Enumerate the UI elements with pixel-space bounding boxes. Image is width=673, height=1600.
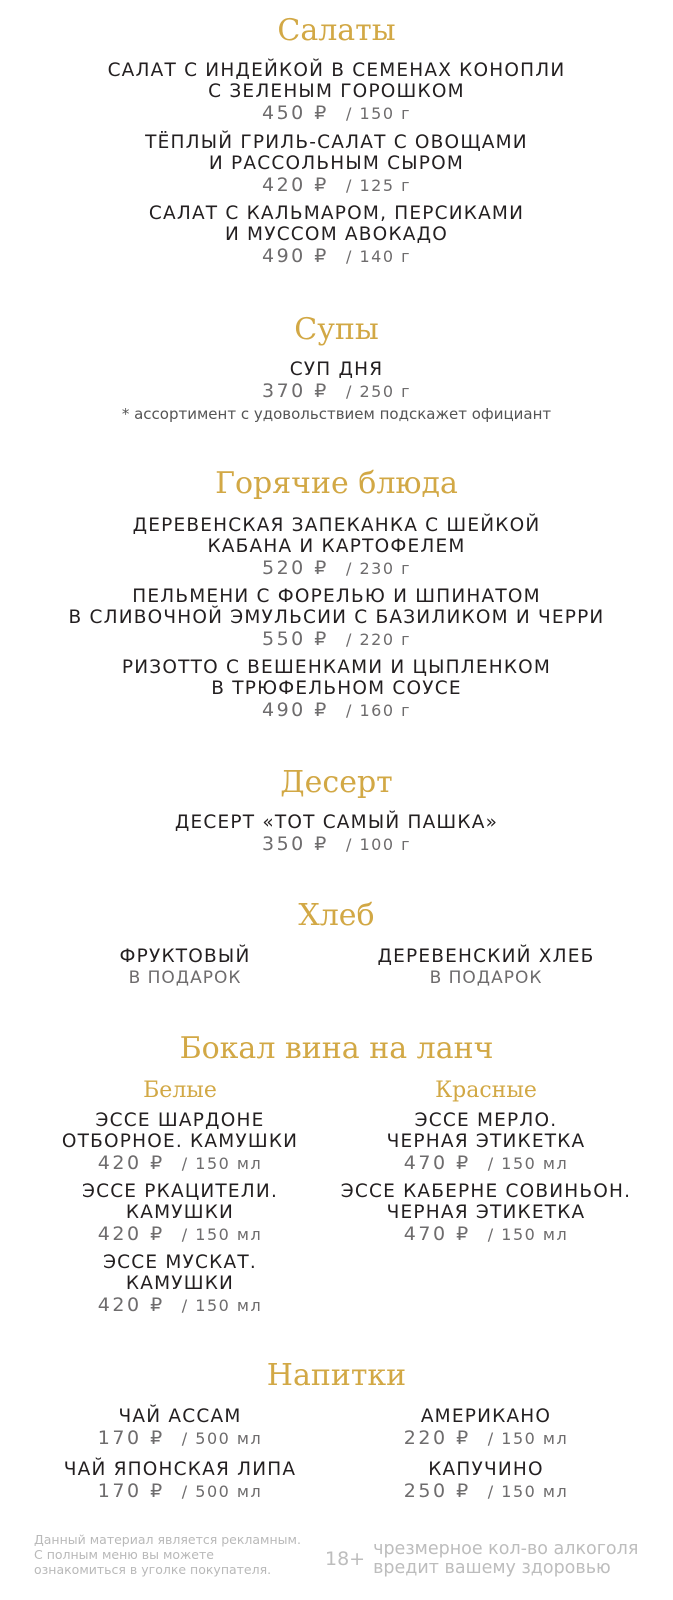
item-name-line2: ЧЕРНАЯ ЭТИКЕТКА [386,1202,586,1223]
item-price-row [0,628,673,651]
item-name-line2: И РАССОЛЬНЫМ СЫРОМ [208,153,465,174]
item-weight: / 125 г [345,176,411,195]
item-price: 450 ₽ [261,102,329,124]
bread-name: ДЕРЕВЕНСКИЙ ХЛЕБ [377,946,595,967]
item-price: 350 ₽ [261,833,329,855]
item-volume: / 150 мл [181,1154,263,1173]
item-price: 520 ₽ [261,557,329,579]
menu-item [0,515,673,580]
menu-item [0,812,673,856]
dessert-title: Десерт [280,765,393,800]
item-price: 170 ₽ [97,1480,165,1502]
menu-item [0,359,673,424]
item-weight: / 100 г [345,835,411,854]
item-weight: / 220 г [345,630,411,649]
item-price: 550 ₽ [261,628,329,650]
item-name-line1: ЭССЕ МУСКАТ. [103,1252,257,1273]
item-price: 420 ₽ [261,174,329,196]
item-name-line2: КАМУШКИ [125,1202,235,1223]
drink-item [30,1406,330,1450]
drink-item [336,1459,636,1503]
drink-item [336,1406,636,1450]
item-price-row [0,174,673,197]
item-price: 490 ₽ [261,245,329,267]
drink-name: КАПУЧИНО [428,1459,544,1480]
red-wine-title-wrap [336,1078,636,1104]
item-price-row [0,102,673,125]
item-volume: / 150 мл [487,1154,569,1173]
item-price-row [0,833,673,856]
wine-item [30,1110,330,1175]
warning-line: чрезмерное кол-во алкоголя [373,1539,639,1559]
drink-item [30,1459,330,1503]
item-weight: / 160 г [345,701,411,720]
item-price-row [336,1152,636,1175]
item-price: 470 ₽ [403,1152,471,1174]
item-price-row [336,1427,636,1450]
menu-item [0,60,673,125]
menu-item [0,586,673,651]
warning-line: вредит вашему здоровью [373,1558,611,1578]
wine-item [30,1181,330,1246]
red-wine-title: Красные [435,1078,537,1103]
advertising-disclaimer [34,1532,334,1577]
item-price: 420 ₽ [97,1294,165,1316]
item-price: 250 ₽ [403,1480,471,1502]
item-price-row [0,245,673,268]
wine-item [30,1252,330,1317]
item-price: 470 ₽ [403,1223,471,1245]
item-name-line1: ДЕСЕРТ «ТОТ САМЫЙ ПАШКА» [174,812,499,833]
menu-item [0,203,673,268]
item-name-line2: В ТРЮФЕЛЬНОМ СОУСЕ [211,678,462,699]
drinks-title: Напитки [266,1358,407,1393]
wine-item [336,1110,636,1175]
bread-item [336,946,636,989]
soup-note: * ассортимент с удовольствием подскажет официант [121,405,552,423]
drink-name: ЧАЙ ЯПОНСКАЯ ЛИПА [63,1459,297,1480]
item-name-line2: КАБАНА И КАРТОФЕЛЕМ [207,536,466,557]
item-price: 370 ₽ [261,380,329,402]
item-price-row [30,1152,330,1175]
item-name-line1: ЭССЕ МЕРЛО. [414,1110,558,1131]
menu-item [0,132,673,197]
item-name-line1: САЛАТ С ИНДЕЙКОЙ В СЕМЕНАХ КОНОПЛИ [107,60,566,81]
item-weight: / 150 г [345,104,411,123]
item-price-row [30,1294,330,1317]
drink-name: АМЕРИКАНО [420,1406,552,1427]
item-price: 490 ₽ [261,699,329,721]
item-price-row [0,380,673,403]
item-weight: / 140 г [345,247,411,266]
item-price-row [30,1480,330,1503]
item-weight: / 230 г [345,559,411,578]
item-name-line1: ТЁПЛЫЙ ГРИЛЬ-САЛАТ С ОВОЩАМИ [145,132,528,153]
item-name-line1: ЭССЕ КАБЕРНЕ СОВИНЬОН. [340,1181,632,1202]
item-volume: / 500 мл [181,1482,263,1501]
item-name-line2: С ЗЕЛЕНЫМ ГОРОШКОМ [208,81,465,102]
wine-title: Бокал вина на ланч [179,1031,494,1066]
salads-title: Салаты [277,13,396,48]
item-price: 420 ₽ [97,1223,165,1245]
item-volume: / 500 мл [181,1429,263,1448]
item-price: 220 ₽ [403,1427,471,1449]
item-price-row [0,557,673,580]
item-price: 420 ₽ [97,1152,165,1174]
bread-gift: В ПОДАРОК [429,968,543,988]
drink-name: ЧАЙ АССАМ [118,1406,242,1427]
item-name-line2: В СЛИВОЧНОЙ ЭМУЛЬСИИ С БАЗИЛИКОМ И ЧЕРРИ [68,607,605,628]
disclaimer-line: С полным меню вы можете [34,1547,214,1562]
item-name-line2: КАМУШКИ [125,1273,235,1294]
item-price-row [30,1223,330,1246]
item-weight: / 250 г [345,382,411,401]
wine-item [336,1181,636,1246]
item-price-row [336,1480,636,1503]
item-volume: / 150 мл [487,1482,569,1501]
bread-gift: В ПОДАРОК [128,968,242,988]
item-name-line1: ПЕЛЬМЕНИ С ФОРЕЛЬЮ И ШПИНАТОМ [132,586,541,607]
alcohol-warning [325,1540,638,1578]
hot-dishes-title: Горячие блюда [215,466,458,501]
item-price-row [0,699,673,722]
bread-item [30,946,340,989]
white-wine-title: Белые [143,1078,217,1103]
item-name-line1: СУП ДНЯ [289,359,384,380]
disclaimer-line: Данный материал является рекламным. [34,1532,301,1547]
item-name-line1: ЭССЕ ШАРДОНЕ [95,1110,265,1131]
disclaimer-line: ознакомиться в уголке покупателя. [34,1562,272,1577]
white-wine-title-wrap [30,1078,330,1104]
item-name-line2: ОТБОРНОЕ. КАМУШКИ [61,1131,299,1152]
item-name-line2: И МУССОМ АВОКАДО [224,224,449,245]
item-volume: / 150 мл [487,1225,569,1244]
item-name-line1: ДЕРЕВЕНСКАЯ ЗАПЕКАНКА С ШЕЙКОЙ [132,515,541,536]
item-volume: / 150 мл [487,1429,569,1448]
item-volume: / 150 мл [181,1225,263,1244]
warning-text [373,1540,638,1578]
item-volume: / 150 мл [181,1296,263,1315]
soups-title: Супы [294,312,379,347]
bread-name: ФРУКТОВЫЙ [119,946,251,967]
menu-item [0,657,673,722]
item-name-line2: ЧЕРНАЯ ЭТИКЕТКА [386,1131,586,1152]
bread-title: Хлеб [298,898,375,933]
item-price-row [336,1223,636,1246]
age-limit-badge: 18+ [325,1548,366,1570]
item-price: 170 ₽ [97,1427,165,1449]
item-name-line1: ЭССЕ РКАЦИТЕЛИ. [81,1181,279,1202]
item-price-row [30,1427,330,1450]
item-name-line1: САЛАТ С КАЛЬМАРОМ, ПЕРСИКАМИ [148,203,525,224]
item-name-line1: РИЗОТТО С ВЕШЕНКАМИ И ЦЫПЛЕНКОМ [121,657,552,678]
